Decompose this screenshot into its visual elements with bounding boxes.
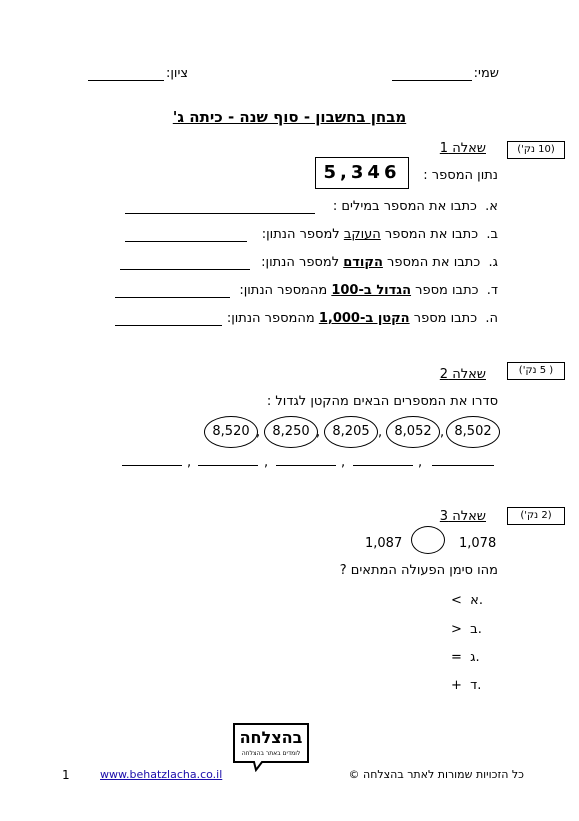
page-number: 1 [62,768,70,782]
logo [232,722,310,766]
q1-item-c: ג. כתבו את המספר הקודם למספר הנתון: [261,255,498,270]
logo-subtext: לומדים באתר בהצלחה [241,750,301,757]
q1-answer-e[interactable] [115,325,222,326]
q2-comma: , [256,425,261,440]
q2-number-oval: 8,520 [204,416,258,448]
page-title: מבחן בחשבון - סוף שנה - כיתה ג' [172,108,407,126]
q3-points-box: (2 נק') [507,507,565,525]
q2-comma: , [378,425,383,440]
q1-answer-a[interactable] [125,213,315,214]
grade-label: ציון: [166,66,189,81]
q3-option[interactable]: + ד. [451,678,482,693]
website-link[interactable]: www.behatzlacha.co.il [100,768,223,781]
q1-given-label: נתון המספר : [423,168,498,183]
q3-option[interactable]: < א. [451,593,484,608]
q3-option[interactable]: = ג. [451,650,480,665]
q1-item-e: ה. כתבו מספר הקטן ב-1,000 מהמספר הנתון: [226,311,498,326]
q3-question: מהו סימן הפעולה המתאים ? [339,563,498,578]
q1-answer-b[interactable] [125,241,247,242]
q2-number-oval: 8,250 [264,416,318,448]
q2-answer-line[interactable] [122,465,182,466]
copyright: כל הזכויות שמורות לאתר בהצלחה © [348,768,524,781]
q2-heading: שאלה 2 [439,367,486,382]
q1-item-a: א. כתבו את המספר במילים : [332,199,498,214]
q2-instruction: סדרו את המספרים הבאים מהקטן לגדול : [266,394,498,409]
q2-answer-line[interactable] [353,465,413,466]
q2-comma: , [341,455,346,470]
q1-answer-c[interactable] [120,269,250,270]
q2-comma: , [264,455,269,470]
logo-text: בהצלחה [239,728,303,747]
q3-right-number: 1,078 [459,536,497,551]
q2-answer-line[interactable] [198,465,258,466]
q2-number-oval: 8,205 [324,416,378,448]
q2-answer-line[interactable] [432,465,494,466]
q2-answer-line[interactable] [276,465,336,466]
q1-item-d: ד. כתבו מספר הגדול ב-100 מהמספר הנתון: [239,283,498,298]
grade-field[interactable] [88,80,164,81]
q2-number-oval: 8,502 [446,416,500,448]
q1-answer-d[interactable] [115,297,230,298]
q2-comma: , [187,455,192,470]
q1-item-b: ב. כתבו את המספר העוקב למספר הנתון: [261,227,498,242]
q2-comma: , [316,425,321,440]
q2-comma: , [440,425,445,440]
name-label: שמי: [473,66,499,81]
q3-option[interactable]: > ב. [451,622,482,637]
q1-heading: שאלה 1 [439,141,486,156]
q1-points-box: (10 נק') [507,141,565,159]
q2-points-box: ( 5 נק') [507,362,565,380]
q3-answer-circle[interactable] [411,526,445,554]
q1-number-box: 5,346 [315,157,409,189]
q3-left-number: 1,087 [365,536,403,551]
q2-number-oval: 8,052 [386,416,440,448]
q2-comma: , [418,455,423,470]
q3-heading: שאלה 3 [439,509,486,524]
name-field[interactable] [392,80,472,81]
